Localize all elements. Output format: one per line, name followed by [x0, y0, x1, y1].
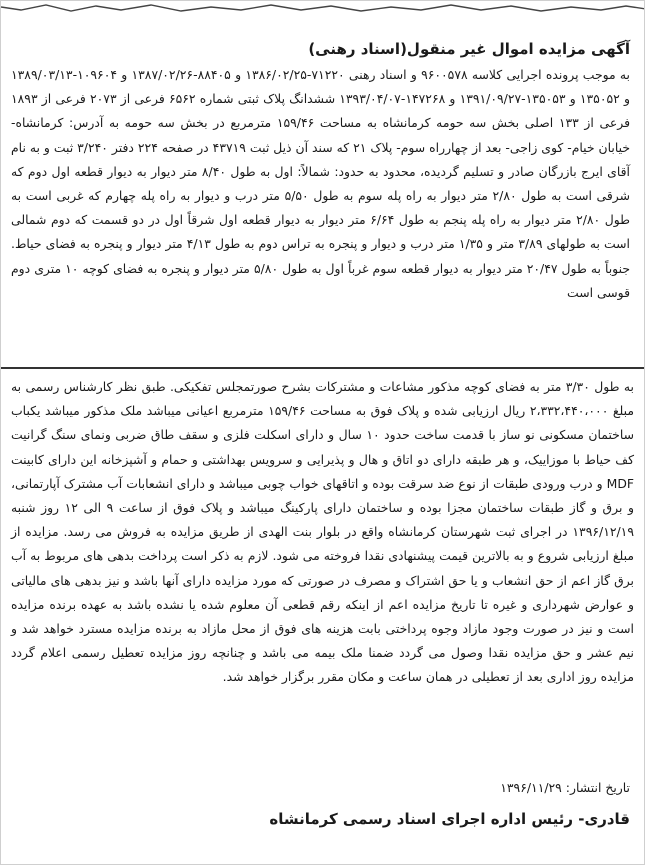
publish-date: تاریخ انتشار: ۱۳۹۶/۱۱/۲۹ — [500, 780, 630, 795]
torn-edge — [1, 1, 645, 23]
notice-body-part-2: به طول ۳/۳۰ متر به فضای کوچه مذکور مشاعات و مشترکات بشرح صورتمجلس تفکیکی. طبق نظر کارشناس رسمی به مبلغ ۲،۳۳۲،۴۴۰،۰۰۰ ریال ارزیابی شده و پلاک فوق به مساحت ۱۵۹/۴۶ مترمربع اعیانی میباشد ملک مذکور میباشد یکباب ساختمان مسکونی نو ساز با قدمت ساخت حدود ۱۰ سال و دارای اسکلت فلزی و سقف طاق ضربی ونمای سنگ گرانیت کف حیاط با موزاییک، و هر طبقه دارای دو اتاق و هال و پذیرایی و سرویس بهداشتی و حمام و آشپزخانه این دارای کابینت MDF و درب ورودی طبقات از نوع ضد سرقت بوده و اتاقهای خواب چوبی میباشد و دارای انشعابات آب مشترک آپارتمانی، و برق و گاز طبقات ساختمان مجزا بوده و ساختمان دارای پارکینگ میباشد و پلاک فوق از ساعت ۹ الی ۱۲ روز شنبه ۱۳۹۶/۱۲/۱۹ در اجرای ثبت شهرستان کرمانشاه واقع در بلوار بنت الهدی از طریق مزایده به فروش می رسد. مزایده از مبلغ ارزیابی شروع و به بالاترین قیمت پیشنهادی نقدا فروخته می شود. لازم به ذکر است پرداخت بدهی های مربوط به آب برق گاز اعم از حق انشعاب و یا حق اشتراک و مصرف در صورتی که مورد مزایده دارای آنها باشد و نیز بدهی های مالیاتی و عوارض شهرداری و غیره تا تاریخ مزایده اعم از اینکه رقم قطعی آن معلوم شده یا نشده باشد به عهده برنده مزایده است و نیز در صورت وجود مازاد وجوه پرداختی بابت هزینه های فوق از محل مازاد به برنده مزایده مسترد خواهد شد و نیم عشر و حق مزایده نقدا وصول می گردد ضمنا ملک بیمه می باشد و چنانچه روز مزایده تعطیل رسمی اعلام گردد مزایده روز اداری بعد از تعطیلی در همان ساعت و مکان مقرر برگزار خواهد شد. — [11, 379, 635, 685]
notice-title: آگهی مزایده اموال غیر منقول(اسناد رهنی) — [308, 40, 630, 58]
notice-body-part-1: به موجب پرونده اجرایی کلاسه ۹۶۰۰۵۷۸ و اسناد رهنی ۷۱۲۲۰-۱۳۸۶/۰۲/۲۵ و ۸۸۴۰۵-۱۳۸۷/۰۲/۲۶ و ۱۰۹۶۰۴-۱۳۸۹/۰۳/۱۳ و ۱۳۵۰۵۲ و ۱۳۵۰۵۳-۱۳۹۱/۰۹/۲۷ و ۱۴۷۲۶۸-۱۳۹۳/۰۴/۰۷ ششدانگ پلاک ثبتی شماره ۶۵۶۲ فرعی از ۲۰۷۳ فرعی از ۱۸۹۳ فرعی از ۱۳۳ اصلی بخش سه حومه کرمانشاه به مساحت ۱۵۹/۴۶ مترمربع در بخش سه حومه به آدرس: کرمانشاه- خیابان خیام- کوی زاجی- بعد از چهارراه سوم- پلاک ۲۱ که سند آن ذیل ثبت ۴۳۷۱۹ در صفحه ۲۲۴ دفتر ۳/۲۴۰ ثبت و به نام آقای ایرج بازرگان صادر و تسلیم گردیده، محدود به حدود: شمالاً: اول به طول ۸/۴۰ متر دیوار به دیوار قطعه اول دوم که شرقی است به طول ۲/۸۰ متر دیوار به راه پله سوم به طول ۵/۵۰ متر درب و دیوار به راه پله چهارم که غربی است به طول ۲/۸۰ متر دیوار به راه پله پنجم به طول ۶/۶۴ متر دیوار به دیوار قطعه اول شرقاً اول در دو قسمت که دوم شمالی است به طولهای ۳/۸۹ متر و ۱/۳۵ متر درب و دیوار و پنجره به تراس دوم به طول ۴/۱۳ متر دیوار و پنجره به فضای حیاط. جنوباً به طول ۲۰/۴۷ متر دیوار به دیوار قطعه سوم غرباً اول به طول ۵/۸۰ متر دیوار و پنجره به فضای کوچه ۱۰ متری دوم قوسی است — [11, 67, 631, 300]
column-divider — [1, 367, 644, 369]
signature-line: قادری- رئیس اداره اجرای اسناد رسمی کرمانشاه — [269, 810, 630, 828]
